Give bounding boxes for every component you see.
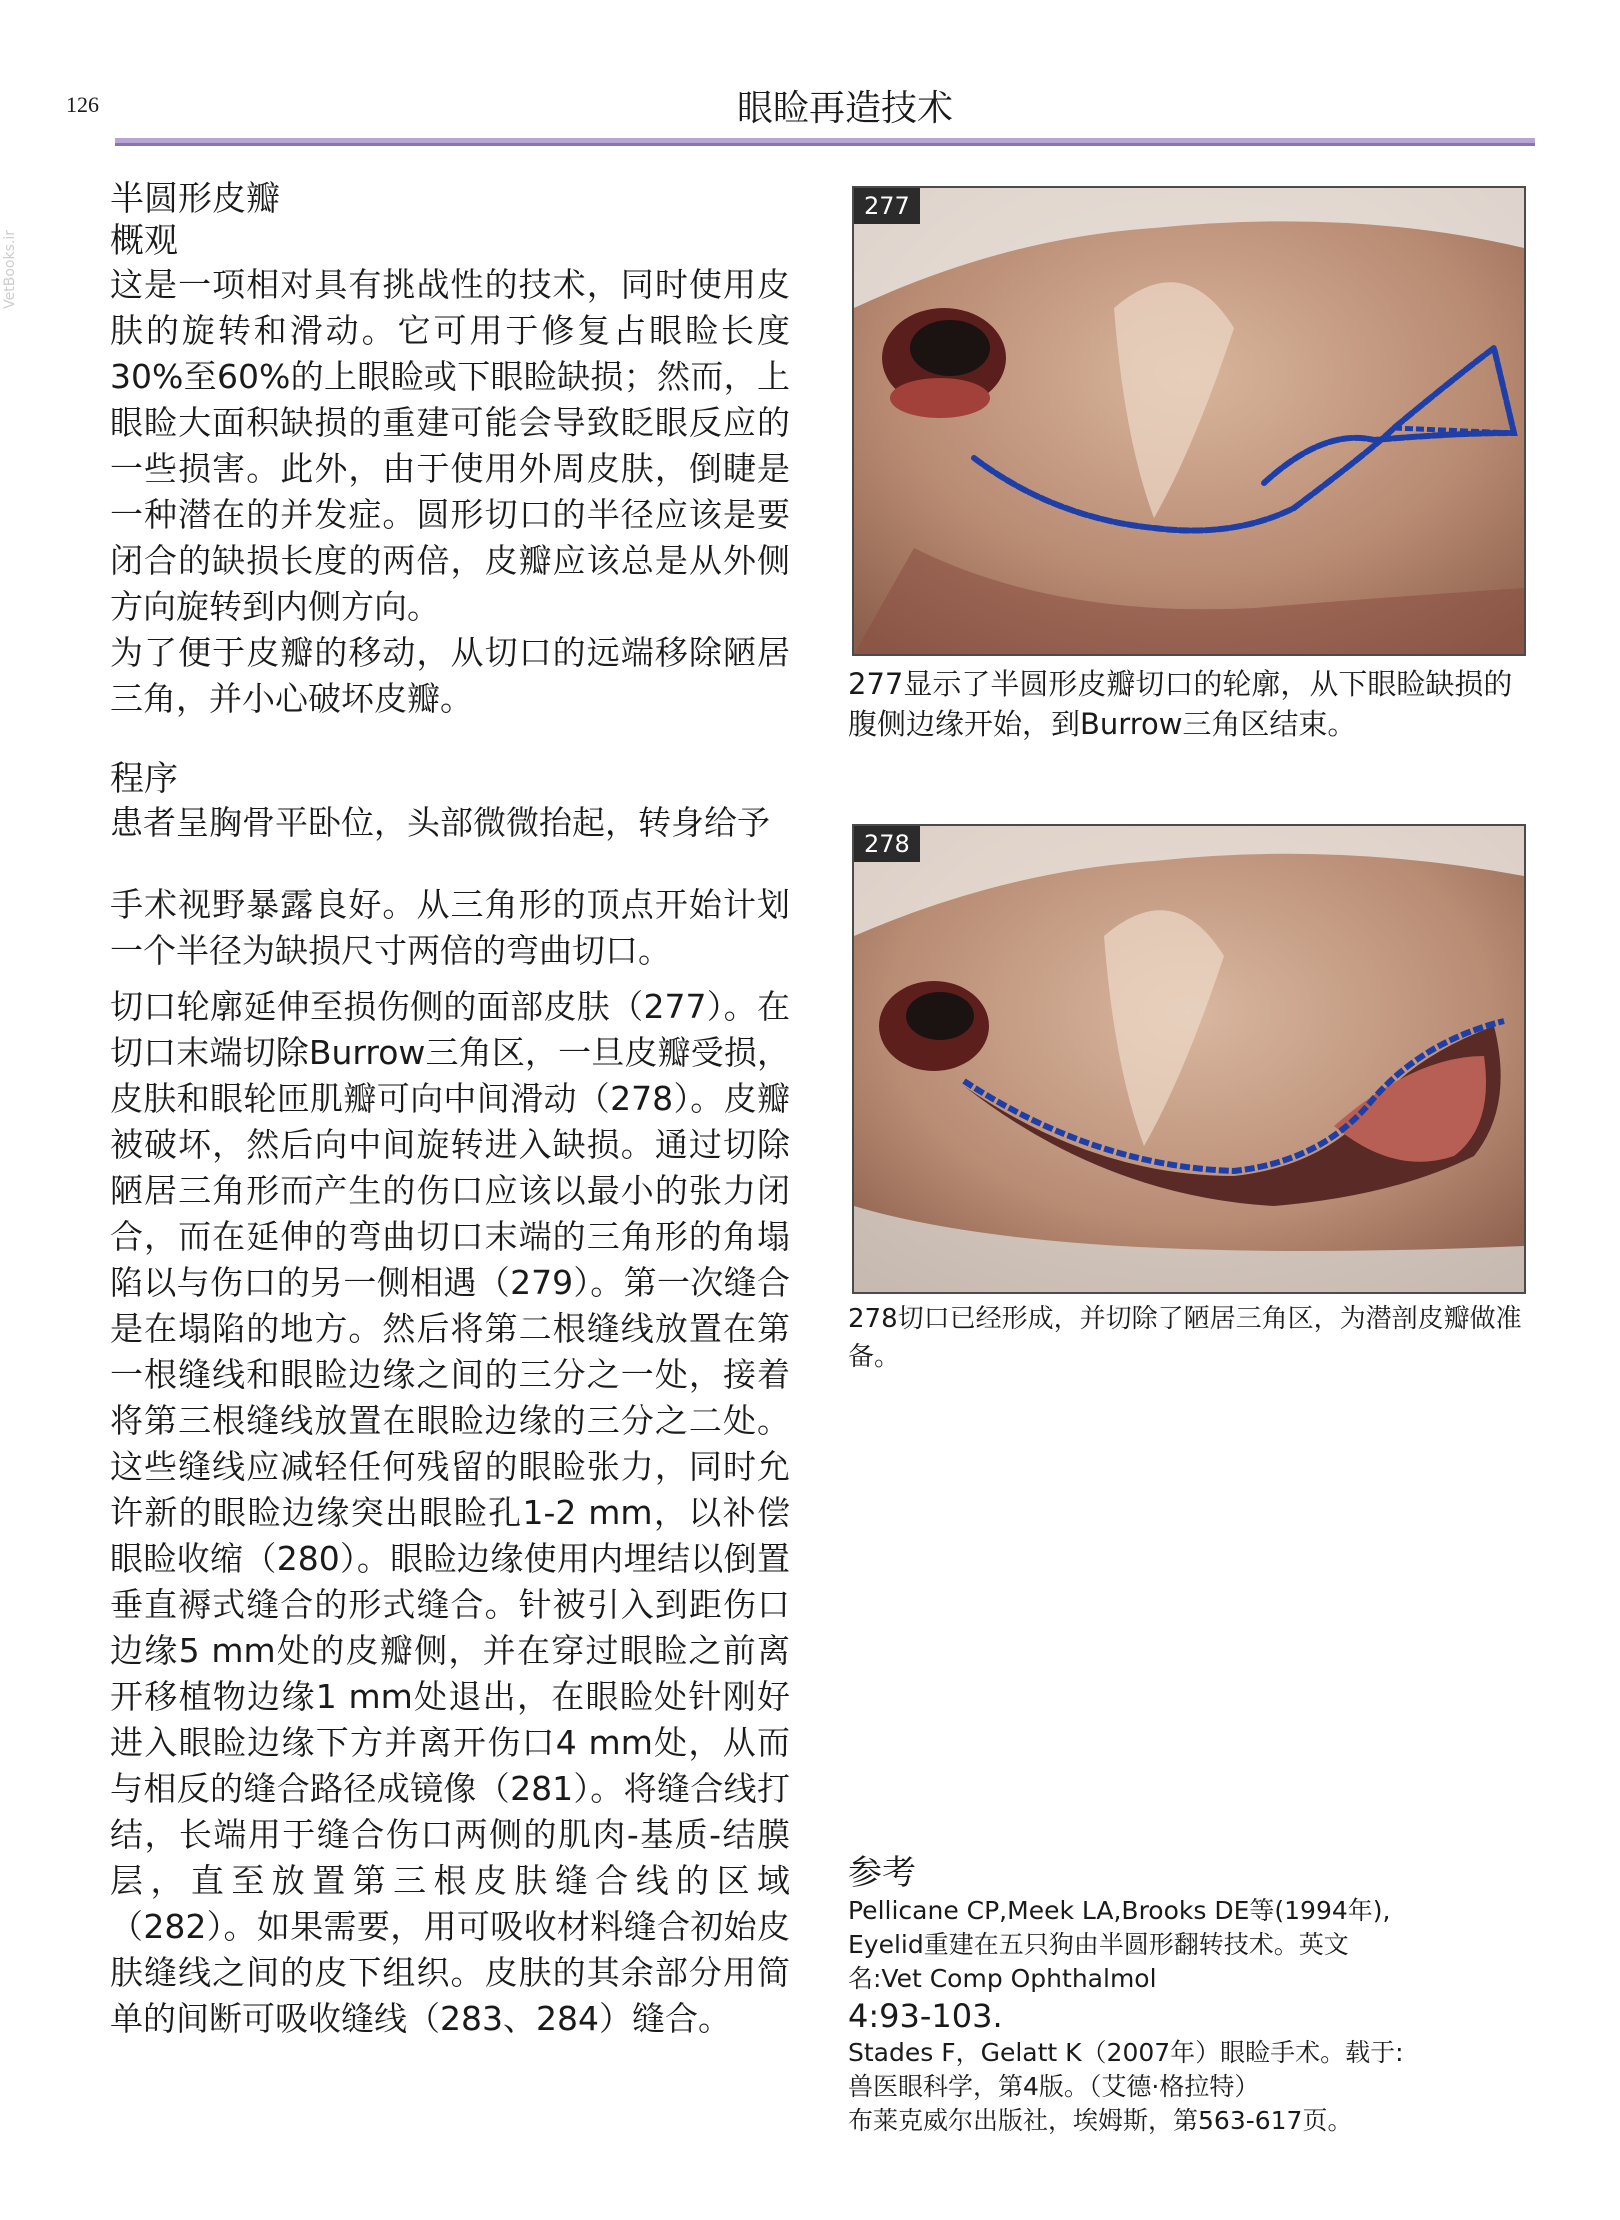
running-title: 眼睑再造技术 <box>736 88 953 129</box>
figure-278-label: 278 <box>854 826 920 862</box>
figure-277-illustration <box>854 188 1524 654</box>
reference-line: Pellicane CP,Meek LA,Brooks DE等(1994年), <box>848 1896 1391 1925</box>
reference-line: 布莱克威尔出版社，埃姆斯，第563-617页。 <box>848 2106 1353 2135</box>
figure-278-caption: 278切口已经形成，并切除了陋居三角区，为潜剖皮瓣做准备。 <box>848 1304 1522 1372</box>
figure-278-illustration <box>854 826 1524 1292</box>
reference-line: 4:93-103. <box>848 1997 1003 2035</box>
header-rule <box>115 138 1535 146</box>
figure-278-photo <box>852 824 1526 1294</box>
figure-277-photo <box>852 186 1526 656</box>
section-title: 半圆形皮瓣 <box>110 179 280 219</box>
procedure-paragraph-1: 患者呈胸骨平卧位，头部微微抬起，转身给予 <box>110 803 770 842</box>
procedure-paragraph-3: 切口轮廓延伸至损伤侧的面部皮肤（277）。在切口末端切除Burrow三角区，一旦皮瓣受损，皮肤和眼轮匝肌瓣可向中间滑动（278）。皮瓣被破坏，然后向中间旋转进入缺损。通过切除陋居三角形而产生的伤口应该以最小的张力闭合，而在延伸的弯曲切口末端的三角形的角塌陷以与伤口的另一侧相遇（279）。第一次缝合是在塌陷的地方。然后将第二根缝线放置在第一根缝线和眼睑边缘之间的三分之一处，接着将第三根缝线放置在眼睑边缘的三分之二处。这些缝线应减轻任何残留的眼睑张力，同时允许新的眼睑边缘突出眼睑孔1-2 mm，以补偿眼睑收缩（280）。眼睑边缘使用内埋结以倒置垂直褥式缝合的形式缝合。针被引入到距伤口边缘5 mm处的皮瓣侧，并在穿过眼睑之前离开移植物边缘1 mm处退出，在眼睑处针刚好进入眼睑边缘下方并离开伤口4 mm处，从而与相反的缝合路径成镜像（281）。将缝合线打结，长端用于缝合伤口两侧的肌肉-基质-结膜层，直至放置第三根皮肤缝合线的区域（282）。如果需要，用可吸收材料缝合初始皮肤缝线之间的皮下组织。皮肤的其余部分用简单的间断可吸收缝线（283、284）缝合。 <box>110 987 790 2038</box>
spacer <box>110 722 790 758</box>
reference-line: 兽医眼科学，第4版。（艾德·格拉特） <box>848 2072 1260 2101</box>
reference-line: 名:Vet Comp Ophthalmol <box>848 1964 1157 1993</box>
page-number: 126 <box>66 92 99 117</box>
spacer <box>110 846 790 882</box>
reference-line: Stades F，Gelatt K（2007年）眼睑手术。载于: <box>848 2038 1404 2067</box>
spacer <box>110 974 790 984</box>
overview-paragraph-1: 这是一项相对具有挑战性的技术，同时使用皮肤的旋转和滑动。它可用于修复占眼睑长度30%至60%的上眼睑或下眼睑缺损；然而，上眼睑大面积缺损的重建可能会导致眨眼反应的一些损害。此外，由于使用外周皮肤，倒睫是一种潜在的并发症。圆形切口的半径应该是要闭合的缺损长度的两倍，皮瓣应该总是从外侧方向旋转到内侧方向。 <box>110 265 790 626</box>
reference-line: Eyelid重建在五只狗由半圆形翻转技术。英文 <box>848 1930 1349 1959</box>
figure-277-caption: 277显示了半圆形皮瓣切口的轮廓，从下眼睑缺损的腹侧边缘开始，到Burrow三角区结束。 <box>848 667 1513 741</box>
procedure-heading: 程序 <box>110 759 178 799</box>
left-column <box>110 178 790 2042</box>
references <box>848 1852 1508 2138</box>
overview-paragraph-2: 为了便于皮瓣的移动，从切口的远端移除陋居三角，并小心破坏皮瓣。 <box>110 633 790 718</box>
figure-277-label: 277 <box>854 188 920 224</box>
references-title: 参考 <box>848 1853 916 1893</box>
procedure-paragraph-2: 手术视野暴露良好。从三角形的顶点开始计划一个半径为缺损尺寸两倍的弯曲切口。 <box>110 885 790 970</box>
watermark: VetBooks.ir <box>2 230 18 309</box>
overview-heading: 概观 <box>110 221 178 261</box>
